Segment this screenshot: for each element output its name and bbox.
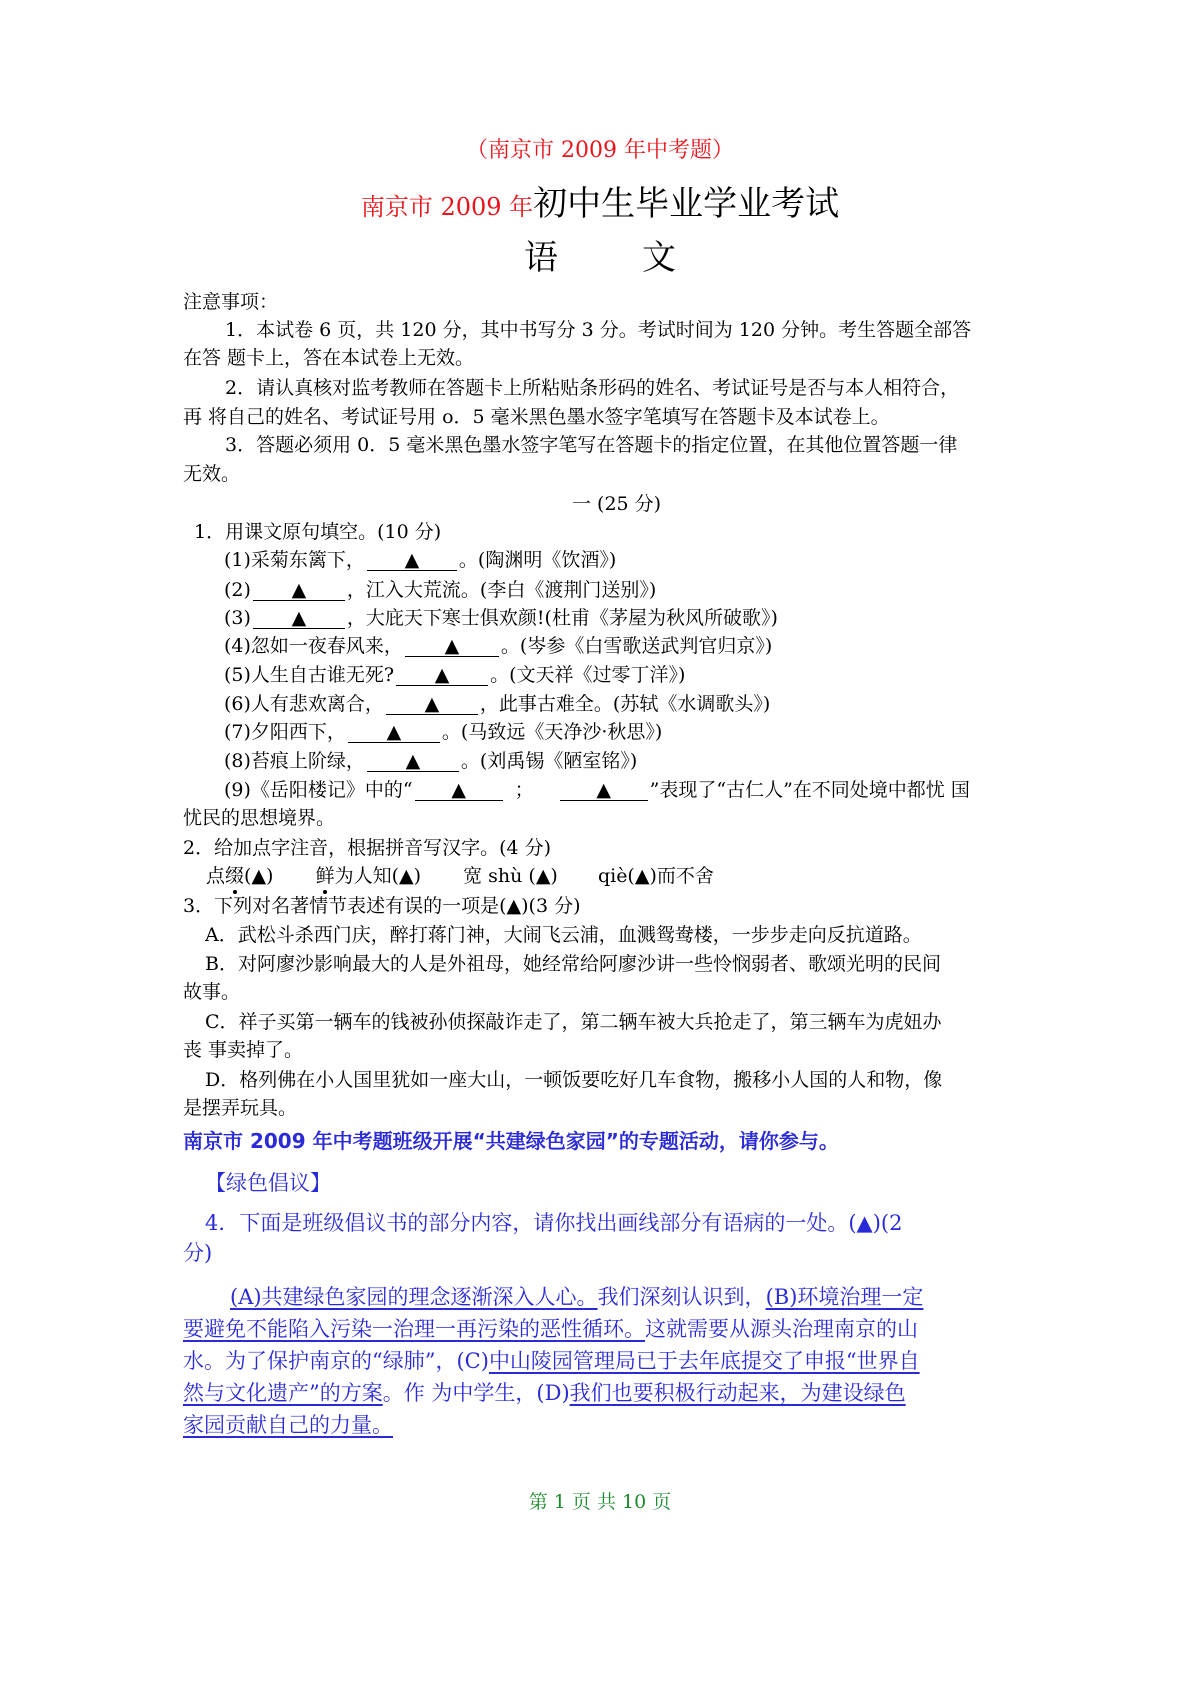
answer-blank: ▲ (415, 780, 503, 801)
q1-item-7: (7)夕阳西下， ▲ 。(马致远《天净沙·秋思》) (224, 721, 663, 743)
activity-heading: 南京市 2009 年中考题班级开展“共建绿色家园”的专题活动，请你参与。 (183, 1129, 839, 1153)
proposal-line-3: 水。为了保护南京的“绿肺”，(C)中山陵园管理局已于去年底提交了申报“世界自 (183, 1349, 920, 1373)
proposal-line-2: 要避免不能陷入污染一治理一再污染的恶性循环。这就需要从源头治理南京的山 (183, 1317, 918, 1341)
answer-blank: ▲ (253, 608, 345, 629)
notice-item-2-line-1: 2．请认真核对监考教师在答题卡上所粘贴条形码的姓名、考试证号是否与本人相符合， (225, 377, 960, 399)
q1-title: 1．用课文原句填空。(10 分) (194, 521, 442, 543)
answer-blank: ▲ (367, 550, 457, 571)
exam-title-prefix: 南京市 2009 年 (360, 193, 534, 221)
q2-title: 2．给加点字注音，根据拼音写汉字。(4 分) (183, 837, 552, 859)
proposal-line-1: (A)共建绿色家园的理念逐渐深入人心。我们深刻认识到，(B)环境治理一定 (230, 1285, 924, 1309)
q1-item-4: (4)忽如一夜春风来， ▲ 。(岑参《白雪歌送武判官归京》) (224, 635, 773, 657)
q3-option-d-line-2: 是摆弄玩具。 (183, 1097, 298, 1119)
q3-option-b-line-2: 故事。 (183, 981, 241, 1003)
q1-item-6: (6)人有悲欢离合， ▲ ，此事古难全。(苏轼《水调歌头》) (224, 693, 771, 715)
notice-item-2-line-2: 再 将自己的姓名、考试证号用 o．5 毫米黑色墨水签字笔填写在答题卡及本试卷上。 (183, 406, 890, 428)
q1-item-8: (8)苔痕上阶绿， ▲ 。(刘禹锡《陋室铭》) (224, 750, 638, 772)
subject-char-1: 语 (524, 238, 558, 278)
q3-option-c-line-1: C．祥子买第一辆车的钱被孙侦探敲诈走了，第二辆车被大兵抢走了，第三辆车为虎妞办 (205, 1011, 942, 1033)
dotted-char: 缀 (225, 865, 245, 887)
q3-option-d-line-1: D．格列佛在小人国里犹如一座大山，一顿饭要吃好几车食物，搬移小人国的人和物，像 (205, 1069, 943, 1091)
source-line: （南京市 2009 年中考题） (466, 138, 734, 163)
q1-item-9-line-2: 忧民的思想境界。 (183, 807, 336, 829)
notice-item-3-line-1: 3．答题必须用 0．5 毫米黑色墨水签字笔写在答题卡的指定位置，在其他位置答题一律 (225, 434, 958, 456)
q3-title: 3．下列对名著情节表述有误的一项是(▲)(3 分) (183, 895, 581, 917)
dotted-char: 鲜 (315, 865, 335, 887)
q2-items: 点缀(▲) 鲜为人知(▲) 宽 shù (▲) qiè(▲)而不舍 (206, 865, 714, 887)
answer-blank: ▲ (396, 665, 488, 686)
proposal-line-4: 然与文化遗产”的方案。作 为中学生，(D)我们也要积极行动起来，为建设绿色 (183, 1381, 906, 1405)
q1-item-2: (2) ▲ ，江入大荒流。(李白《渡荆门送别》) (224, 579, 657, 601)
notice-item-1-line-2: 在答 题卡上，答在本试卷上无效。 (183, 347, 475, 369)
answer-blank: ▲ (386, 694, 478, 715)
notice-item-1-line-1: 1．本试卷 6 页，共 120 分，其中书写分 3 分。考试时间为 120 分钟。考生答题全部答 (225, 319, 972, 341)
q4-prompt-line-1: 4．下面是班级倡议书的部分内容，请你找出画线部分有语病的一处。(▲)(2 (205, 1211, 903, 1235)
page-footer: 第 1 页 共 10 页 (528, 1491, 672, 1513)
q3-option-c-line-2: 丧 事卖掉了。 (183, 1039, 304, 1061)
answer-blank: ▲ (367, 751, 459, 772)
q4-prompt-line-2: 分) (183, 1241, 213, 1265)
proposal-line-5: 家园贡献自己的力量。 (183, 1413, 393, 1437)
notice-item-3-line-2: 无效。 (183, 463, 241, 485)
subject-char-2: 文 (642, 238, 676, 278)
subject-title (0, 234, 1200, 282)
q1-item-9: (9)《岳阳楼记》中的“ ▲ ； ▲ ”表现了“古仁人”在不同处境中都忧 国 (224, 779, 970, 801)
answer-blank: ▲ (405, 636, 499, 657)
answer-blank: ▲ (253, 580, 345, 601)
q3-option-a: A．武松斗杀西门庆，醉打蒋门神，大闹飞云浦，血溅鸳鸯楼，一步步走向反抗道路。 (205, 924, 922, 946)
exam-title (0, 182, 1200, 229)
section-one-heading: 一 (25 分) (572, 493, 662, 515)
answer-blank: ▲ (348, 722, 440, 743)
q1-item-3: (3) ▲ ，大庇天下寒士俱欢颜!(杜甫《茅屋为秋风所破歌》) (224, 607, 778, 629)
q1-item-1: (1)采菊东篱下， ▲ 。(陶渊明《饮酒》) (224, 549, 617, 571)
q3-option-b-line-1: B．对阿廖沙影响最大的人是外祖母，她经常给阿廖沙讲一些怜悯弱者、歌颂光明的民间 (205, 953, 941, 975)
notice-heading: 注意事项： (183, 291, 279, 313)
activity-subheading: 【绿色倡议】 (205, 1171, 331, 1195)
exam-title-main: 初中生毕业学业考试 (533, 184, 840, 224)
q1-item-5: (5)人生自古谁无死? ▲ 。(文天祥《过零丁洋》) (224, 664, 686, 686)
answer-blank: ▲ (560, 780, 648, 801)
